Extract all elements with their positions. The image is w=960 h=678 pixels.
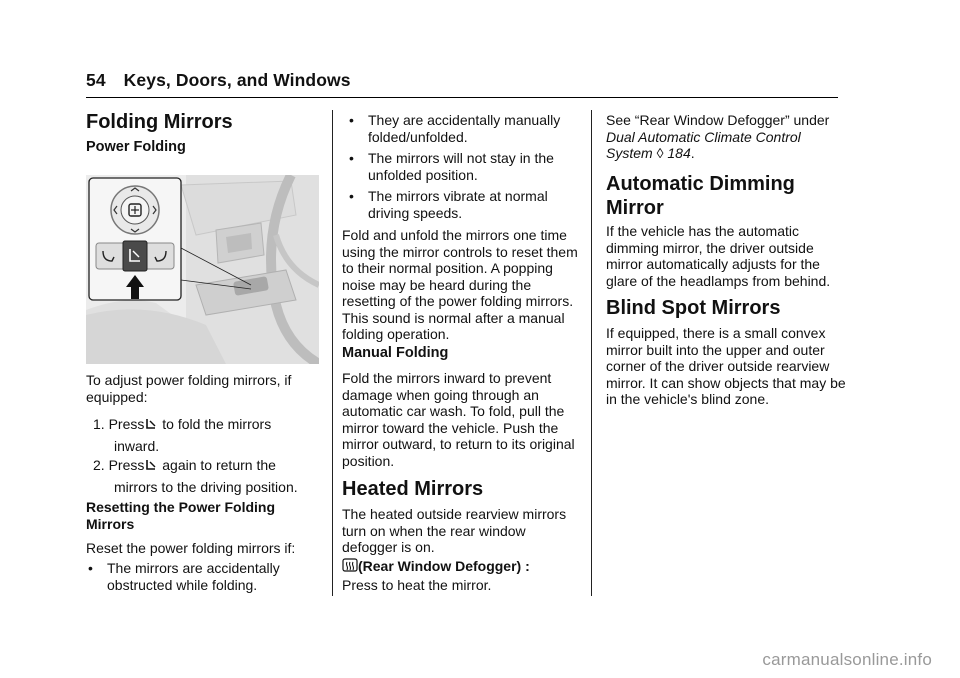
rear-defogger-icon	[342, 557, 358, 577]
automatic-dimming-paragraph: If the vehicle has the automatic dimming mirror, the driver outside mirror automatically adjusts for the glare of the headlamps from behind.	[606, 223, 831, 289]
heated-mirrors-paragraph: The heated outside rearview mirrors turn on when the rear window defogger is on.	[342, 506, 567, 555]
bullet-marker: •	[349, 150, 354, 166]
mirror-fold-icon	[144, 457, 158, 477]
step-2	[93, 455, 333, 497]
step-2-pre: Press	[108, 457, 145, 473]
step-1	[93, 414, 323, 456]
defogger-label: (Rear Window Defogger) :	[358, 558, 530, 574]
blind-spot-heading: Blind Spot Mirrors	[606, 297, 781, 319]
reset-intro: Reset the power folding mirrors if:	[86, 540, 296, 556]
step-2-continuation: mirrors to the driving position.	[114, 479, 298, 495]
resetting-heading: Resetting the Power Folding Mirrors	[86, 499, 276, 532]
step-1-post: to fold the mirrors	[162, 416, 272, 432]
bullet-marker: •	[88, 560, 93, 576]
power-folding-intro: To adjust power folding mirrors, if equipped:	[86, 372, 292, 405]
manual-folding-heading: Manual Folding	[342, 345, 449, 361]
watermark: carmanualsonline.info	[762, 650, 932, 669]
defogger-line	[342, 557, 582, 593]
see-link[interactable]: Dual Automatic Climate Control System	[606, 128, 801, 161]
folding-mirrors-heading: Folding Mirrors	[86, 111, 233, 133]
header-rule	[86, 97, 838, 98]
page-number: 54	[86, 70, 106, 90]
section-title: Keys, Doors, and Windows	[123, 70, 351, 90]
defogger-description: Press to heat the mirror.	[342, 576, 492, 593]
see-reference: See “Rear Window Defogger” under Dual Automatic Climate Control System ◊ 184.	[606, 112, 830, 161]
mirror-fold-icon	[144, 416, 158, 436]
page-ref-arrow: ◊	[656, 145, 664, 161]
blind-spot-paragraph: If equipped, there is a small convex mirror built into the upper and outer corner of the driver outside rearview mirror. It can show objects that may be in the vehicle's blind zone.	[606, 325, 846, 407]
step-1-number: 1.	[93, 416, 105, 432]
reset-paragraph: Fold and unfold the mirrors one time using the mirror controls to reset them to their normal position. A popping noise may be heard during the resetting of the power folding mirrors. This sound is normal after a manual folding operation.	[342, 227, 578, 342]
column-divider-1	[332, 110, 333, 596]
power-folding-illustration	[86, 175, 319, 364]
step-1-continuation: inward.	[114, 438, 160, 454]
door-panel-illustration	[86, 175, 319, 364]
bullet-text: They are accidentally manually folded/unfolded.	[368, 112, 561, 145]
heated-mirrors-heading: Heated Mirrors	[342, 478, 484, 500]
step-2-number: 2.	[93, 457, 105, 473]
manual-folding-paragraph: Fold the mirrors inward to prevent damage when going through an automatic car wash. To fold, pull the mirror toward the vehicle. Push the mirror outward, to return to its original position.	[342, 370, 575, 469]
step-1-pre: Press	[108, 416, 145, 432]
step-2-post: again to return the	[162, 457, 276, 473]
page-header	[86, 70, 351, 91]
bullet-text: The mirrors are accidentally obstructed while folding.	[107, 560, 280, 593]
power-folding-heading: Power Folding	[86, 139, 186, 155]
bullet-marker: •	[349, 188, 354, 204]
bullet-text: The mirrors vibrate at normal driving speeds.	[368, 188, 548, 221]
see-page[interactable]: 184	[667, 145, 691, 161]
column-divider-2	[591, 110, 592, 596]
bullet-text: The mirrors will not stay in the unfolded position.	[368, 150, 554, 183]
see-text: See “Rear Window Defogger” under	[606, 112, 830, 128]
automatic-dimming-heading: Automatic Dimming Mirror	[606, 173, 795, 219]
bullet-marker: •	[349, 112, 354, 128]
